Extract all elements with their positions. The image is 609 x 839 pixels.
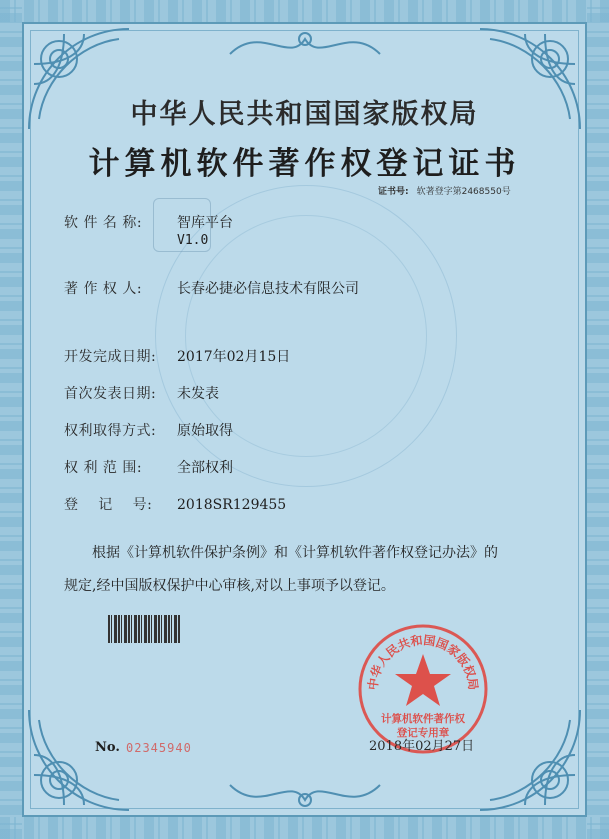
scroll-ornament-icon xyxy=(220,24,390,64)
field-label: 软 件 名 称: xyxy=(64,215,143,231)
software-version: V1.0 xyxy=(177,233,209,248)
field-value: 原始取得 xyxy=(177,423,233,439)
seal-inner-line-1: 计算机软件著作权 xyxy=(381,713,465,725)
field-value: 智库平台 xyxy=(177,215,233,231)
issuing-agency: 中华人民共和国国家版权局 xyxy=(130,99,479,130)
field-value: 全部权利 xyxy=(177,460,233,476)
field-label: 权 利 范 围: xyxy=(64,460,143,476)
field-completion-date xyxy=(64,346,290,366)
certificate-number-label: 证书号: xyxy=(378,187,409,197)
field-copyright-owner xyxy=(64,278,359,298)
seal-outer-text: 中华人民共和国国家版权局 xyxy=(365,633,481,691)
field-value: 2018SR129455 xyxy=(177,497,287,513)
field-label: 权利取得方式: xyxy=(64,423,157,439)
serial-number-label: No. xyxy=(95,740,120,755)
field-publish-date xyxy=(64,383,219,403)
field-value: 未发表 xyxy=(177,386,219,402)
field-label: 著 作 权 人: xyxy=(64,281,143,297)
field-acquisition-method xyxy=(64,420,233,440)
field-label: 开发完成日期: xyxy=(64,349,157,365)
top-fret-border xyxy=(0,0,609,22)
certificate-title: 计算机软件著作权登记证书 xyxy=(88,146,521,182)
serial-number-value: 02345940 xyxy=(126,741,192,755)
body-paragraph-2: 规定,经中国版权保护中心审核,对以上事项予以登记。 xyxy=(64,578,395,594)
issue-date: 2018年02月27日 xyxy=(369,739,475,754)
scroll-ornament-icon xyxy=(220,775,390,815)
corner-ornament-icon xyxy=(24,705,134,815)
certificate-number xyxy=(378,184,511,197)
field-value: 2017年02月15日 xyxy=(177,349,291,365)
field-rights-scope xyxy=(64,457,233,477)
certificate-number-value: 软著登字第2468550号 xyxy=(416,187,511,197)
field-software-name xyxy=(64,212,233,232)
body-paragraph-1: 根据《计算机软件保护条例》和《计算机软件著作权登记办法》的 xyxy=(92,545,498,561)
seal-inner-line-2: 登记专用章 xyxy=(396,727,450,739)
barcode-icon xyxy=(108,615,180,643)
field-label: 登 记 号: xyxy=(64,497,153,513)
field-registration-number xyxy=(64,494,286,514)
field-value: 长春必捷必信息技术有限公司 xyxy=(177,281,359,297)
field-label: 首次发表日期: xyxy=(64,386,157,402)
corner-ornament-icon xyxy=(475,705,585,815)
bottom-fret-border xyxy=(0,817,609,839)
